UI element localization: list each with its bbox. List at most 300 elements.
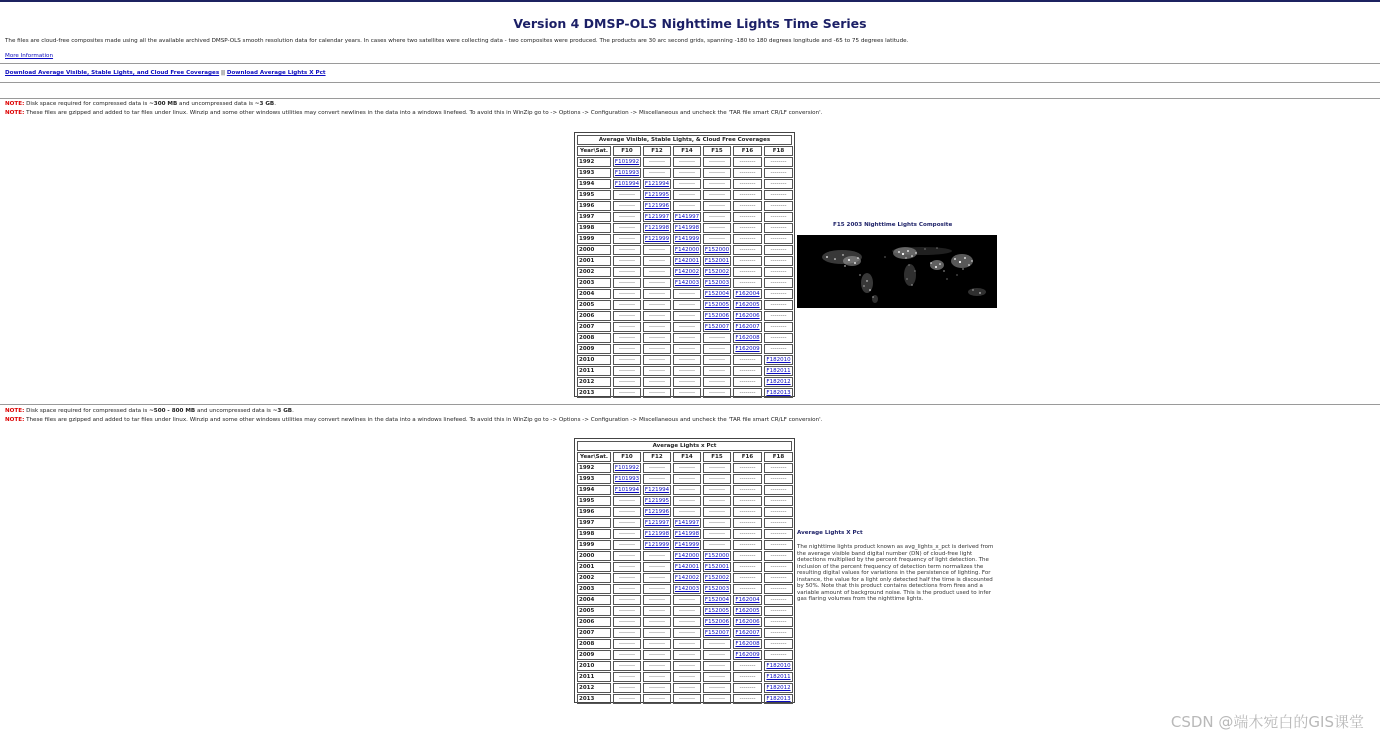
empty-cell: -------- <box>703 639 731 649</box>
empty-cell: -------- <box>764 606 793 616</box>
file-link-f152004[interactable]: F152004 <box>704 291 730 297</box>
file-link-f162008[interactable]: F162008 <box>733 333 762 343</box>
row-year: 1997 <box>577 518 611 528</box>
note-disk-space-2 <box>5 408 294 415</box>
empty-cell: -------- <box>643 573 671 583</box>
empty-cell: -------- <box>733 278 762 288</box>
empty-cell: -------- <box>643 344 671 354</box>
empty-cell: -------- <box>673 661 701 671</box>
column-header: F16 <box>733 146 762 156</box>
file-link-f152001[interactable]: F152001 <box>704 564 730 570</box>
table-caption: Average Visible, Stable Lights, & Cloud Free Coverages <box>577 135 792 145</box>
file-link-f142001[interactable]: F142001 <box>674 564 700 570</box>
empty-cell: -------- <box>643 322 671 332</box>
empty-cell: -------- <box>733 485 762 495</box>
empty-cell: -------- <box>703 661 731 671</box>
file-link-f141997[interactable]: F141997 <box>674 520 700 526</box>
empty-cell: -------- <box>764 628 793 638</box>
empty-cell: -------- <box>733 377 762 387</box>
file-link-f142003[interactable]: F142003 <box>674 586 700 592</box>
download-links <box>5 70 326 77</box>
file-link-f162007[interactable]: F162007 <box>733 322 762 332</box>
row-year: 2010 <box>577 355 611 365</box>
empty-cell: -------- <box>703 377 731 387</box>
empty-cell: -------- <box>673 300 701 310</box>
pct-caption: Average Lights X Pct <box>797 530 863 536</box>
row-year: 2013 <box>577 388 611 398</box>
empty-cell: -------- <box>733 256 762 266</box>
row-year: 2003 <box>577 584 611 594</box>
empty-cell: -------- <box>733 661 762 671</box>
file-link-f152003[interactable]: F152003 <box>704 586 730 592</box>
row-year: 1994 <box>577 485 611 495</box>
column-header: Year\Sat. <box>577 146 611 156</box>
file-link-f152000[interactable]: F152000 <box>704 247 730 253</box>
empty-cell: -------- <box>764 617 793 627</box>
empty-cell: -------- <box>643 595 671 605</box>
empty-cell: -------- <box>613 300 641 310</box>
empty-cell: -------- <box>764 529 793 539</box>
empty-cell: -------- <box>613 672 641 682</box>
empty-cell: -------- <box>733 355 762 365</box>
file-link-f121997[interactable]: F121997 <box>644 214 670 220</box>
empty-cell: -------- <box>643 606 671 616</box>
empty-cell: -------- <box>673 201 701 211</box>
file-link-f121999[interactable]: F121999 <box>644 236 670 242</box>
file-link-f141999[interactable]: F141999 <box>674 542 700 548</box>
file-link-f101993[interactable]: F101993 <box>614 476 640 482</box>
divider <box>0 404 1380 405</box>
empty-cell: -------- <box>673 179 701 189</box>
file-link-f142002[interactable]: F142002 <box>674 269 700 275</box>
empty-cell: -------- <box>613 683 641 693</box>
empty-cell: -------- <box>764 168 793 178</box>
empty-cell: -------- <box>673 650 701 660</box>
column-header: F18 <box>764 452 793 462</box>
empty-cell: -------- <box>733 201 762 211</box>
file-link-f101993[interactable]: F101993 <box>614 170 640 176</box>
empty-cell: -------- <box>673 311 701 321</box>
empty-cell: -------- <box>673 507 701 517</box>
empty-cell: -------- <box>764 518 793 528</box>
empty-cell: -------- <box>673 388 701 398</box>
file-link-f162007[interactable]: F162007 <box>733 628 762 638</box>
file-link-f121994[interactable]: F121994 <box>644 487 670 493</box>
empty-cell: -------- <box>673 377 701 387</box>
note-label: NOTE: <box>5 101 25 107</box>
empty-cell: -------- <box>703 355 731 365</box>
row-year: 2004 <box>577 595 611 605</box>
row-year: 1996 <box>577 507 611 517</box>
world-lights-svg <box>797 235 997 308</box>
note-disk-space-1 <box>5 101 276 108</box>
empty-cell: -------- <box>733 518 762 528</box>
file-link-f152007[interactable]: F152007 <box>704 630 730 636</box>
map-caption: F15 2003 Nighttime Lights Composite <box>833 222 953 228</box>
row-year: 2011 <box>577 366 611 376</box>
empty-cell: -------- <box>613 190 641 200</box>
file-link-f162005[interactable]: F162005 <box>733 300 762 310</box>
note-uncompressed-size: ~3 GB <box>254 101 275 107</box>
empty-cell: -------- <box>643 377 671 387</box>
file-link-f142001[interactable]: F142001 <box>674 258 700 264</box>
note-compressed-size: ~500 - 800 MB <box>149 408 196 414</box>
empty-cell: -------- <box>643 672 671 682</box>
empty-cell: -------- <box>733 562 762 572</box>
column-header: F10 <box>613 146 641 156</box>
empty-cell: -------- <box>733 551 762 561</box>
file-link-f121999[interactable]: F121999 <box>644 542 670 548</box>
empty-cell: -------- <box>643 245 671 255</box>
empty-cell: -------- <box>643 388 671 398</box>
empty-cell: -------- <box>703 366 731 376</box>
file-link-f162006[interactable]: F162006 <box>733 617 762 627</box>
empty-cell: -------- <box>764 551 793 561</box>
empty-cell: -------- <box>613 661 641 671</box>
row-year: 1996 <box>577 201 611 211</box>
empty-cell: -------- <box>613 223 641 233</box>
row-year: 2005 <box>577 606 611 616</box>
note-label: NOTE: <box>5 417 25 423</box>
column-header: F18 <box>764 146 793 156</box>
empty-cell: -------- <box>643 289 671 299</box>
empty-cell: -------- <box>673 639 701 649</box>
download-avg-link[interactable]: Download Average Visible, Stable Lights, and Cloud Free Coverages <box>5 70 220 76</box>
note-text: Disk space required for compressed data is <box>26 101 148 107</box>
empty-cell: -------- <box>764 234 793 244</box>
file-link-f162005[interactable]: F162005 <box>733 606 762 616</box>
divider <box>0 82 1380 83</box>
empty-cell: -------- <box>733 223 762 233</box>
empty-cell: -------- <box>764 201 793 211</box>
empty-cell: -------- <box>703 507 731 517</box>
empty-cell: -------- <box>703 157 731 167</box>
empty-cell: -------- <box>643 584 671 594</box>
row-year: 2003 <box>577 278 611 288</box>
file-link-f142002[interactable]: F142002 <box>674 575 700 581</box>
empty-cell: -------- <box>643 168 671 178</box>
empty-cell: -------- <box>733 366 762 376</box>
empty-cell: -------- <box>613 333 641 343</box>
row-year: 1993 <box>577 168 611 178</box>
file-link-f182012[interactable]: F182012 <box>764 377 793 387</box>
empty-cell: -------- <box>613 639 641 649</box>
empty-cell: -------- <box>613 377 641 387</box>
column-header: F12 <box>643 452 671 462</box>
row-year: 2002 <box>577 573 611 583</box>
empty-cell: -------- <box>764 595 793 605</box>
empty-cell: -------- <box>613 212 641 222</box>
empty-cell: -------- <box>733 507 762 517</box>
empty-cell: -------- <box>613 584 641 594</box>
empty-cell: -------- <box>703 201 731 211</box>
empty-cell: -------- <box>764 311 793 321</box>
divider <box>0 63 1380 64</box>
empty-cell: -------- <box>764 256 793 266</box>
page-description: The files are cloud-free composites made using all the available archived DMSP-OLS smooth resolution data for calendar years. In cases where two satellites were collecting data - two composites were produced. The products are 30 arc second grids, spanning -180 to 180 degrees longitude and -65 to 75 degrees latitude. <box>5 38 909 44</box>
note-text: and uncompressed data is <box>179 101 254 107</box>
file-link-f162008[interactable]: F162008 <box>733 639 762 649</box>
note-text: These files are gzipped and added to tar files under linux. Winzip and some other windows utilities may convert newlines in the data into a windows linefeed. To avoid this in WinZip go to -> Options -> Configuration -> Miscellaneous and uncheck the 'TAR file smart CR/LF conversion'. <box>26 417 823 423</box>
empty-cell: -------- <box>673 322 701 332</box>
empty-cell: -------- <box>703 463 731 473</box>
file-link-f152000[interactable]: F152000 <box>704 553 730 559</box>
note-label: NOTE: <box>5 110 25 116</box>
empty-cell: -------- <box>764 333 793 343</box>
file-link-f141998[interactable]: F141998 <box>674 531 700 537</box>
empty-cell: -------- <box>703 388 731 398</box>
empty-cell: -------- <box>673 617 701 627</box>
file-link-f182012[interactable]: F182012 <box>764 683 793 693</box>
file-link-f141997[interactable]: F141997 <box>674 214 700 220</box>
empty-cell: -------- <box>703 179 731 189</box>
empty-cell: -------- <box>733 540 762 550</box>
empty-cell: -------- <box>733 573 762 583</box>
empty-cell: -------- <box>643 311 671 321</box>
empty-cell: -------- <box>733 157 762 167</box>
empty-cell: -------- <box>673 190 701 200</box>
row-year: 1995 <box>577 190 611 200</box>
row-year: 2012 <box>577 683 611 693</box>
note-text: . <box>274 101 276 107</box>
empty-cell: -------- <box>643 267 671 277</box>
empty-cell: -------- <box>764 344 793 354</box>
empty-cell: -------- <box>673 168 701 178</box>
row-year: 2000 <box>577 245 611 255</box>
empty-cell: -------- <box>764 573 793 583</box>
file-link-f152003[interactable]: F152003 <box>704 280 730 286</box>
empty-cell: -------- <box>764 496 793 506</box>
file-link-f121995[interactable]: F121995 <box>644 498 670 504</box>
file-link-f152007[interactable]: F152007 <box>704 324 730 330</box>
empty-cell: -------- <box>703 540 731 550</box>
empty-cell: -------- <box>733 474 762 484</box>
file-link-f162004[interactable]: F162004 <box>733 289 762 299</box>
empty-cell: -------- <box>764 540 793 550</box>
file-link-f142003[interactable]: F142003 <box>674 280 700 286</box>
empty-cell: -------- <box>764 267 793 277</box>
empty-cell: -------- <box>643 551 671 561</box>
row-year: 2011 <box>577 672 611 682</box>
empty-cell: -------- <box>613 201 641 211</box>
empty-cell: -------- <box>733 683 762 693</box>
row-year: 2006 <box>577 311 611 321</box>
row-year: 2002 <box>577 267 611 277</box>
empty-cell: -------- <box>733 179 762 189</box>
empty-cell: -------- <box>733 529 762 539</box>
row-year: 1998 <box>577 223 611 233</box>
empty-cell: -------- <box>764 190 793 200</box>
row-year: 2004 <box>577 289 611 299</box>
empty-cell: -------- <box>613 595 641 605</box>
file-link-f141999[interactable]: F141999 <box>674 236 700 242</box>
empty-cell: -------- <box>733 694 762 704</box>
empty-cell: -------- <box>613 278 641 288</box>
empty-cell: -------- <box>613 344 641 354</box>
empty-cell: -------- <box>764 289 793 299</box>
row-year: 1992 <box>577 463 611 473</box>
empty-cell: -------- <box>703 496 731 506</box>
file-link-f152006[interactable]: F152006 <box>704 313 730 319</box>
empty-cell: -------- <box>613 366 641 376</box>
row-year: 1999 <box>577 234 611 244</box>
empty-cell: -------- <box>673 157 701 167</box>
empty-cell: -------- <box>673 355 701 365</box>
empty-cell: -------- <box>673 485 701 495</box>
file-link-f142000[interactable]: F142000 <box>674 247 700 253</box>
empty-cell: -------- <box>733 463 762 473</box>
avg-visible-table <box>574 132 795 397</box>
empty-cell: -------- <box>613 388 641 398</box>
file-link-f152005[interactable]: F152005 <box>704 302 730 308</box>
empty-cell: -------- <box>673 606 701 616</box>
more-information-link[interactable]: More Information <box>5 53 54 59</box>
file-link-f101992[interactable]: F101992 <box>614 465 640 471</box>
empty-cell: -------- <box>673 595 701 605</box>
empty-cell: -------- <box>673 366 701 376</box>
empty-cell: -------- <box>764 584 793 594</box>
empty-cell: -------- <box>703 234 731 244</box>
empty-cell: -------- <box>703 333 731 343</box>
empty-cell: -------- <box>643 278 671 288</box>
file-link-f121996[interactable]: F121996 <box>644 203 670 209</box>
note-gzip-2 <box>5 417 822 424</box>
empty-cell: -------- <box>703 683 731 693</box>
empty-cell: -------- <box>703 650 731 660</box>
empty-cell: -------- <box>733 212 762 222</box>
empty-cell: -------- <box>613 355 641 365</box>
empty-cell: -------- <box>703 672 731 682</box>
file-link-f101994[interactable]: F101994 <box>614 181 640 187</box>
row-year: 2001 <box>577 256 611 266</box>
empty-cell: -------- <box>733 672 762 682</box>
empty-cell: -------- <box>764 245 793 255</box>
file-link-f162009[interactable]: F162009 <box>733 344 762 354</box>
row-year: 2007 <box>577 322 611 332</box>
empty-cell: -------- <box>703 223 731 233</box>
empty-cell: -------- <box>643 617 671 627</box>
row-year: 1994 <box>577 179 611 189</box>
empty-cell: -------- <box>733 496 762 506</box>
note-gzip-1 <box>5 110 822 117</box>
file-link-f182013[interactable]: F182013 <box>764 388 793 398</box>
column-header: F12 <box>643 146 671 156</box>
row-year: 2013 <box>577 694 611 704</box>
file-link-f101994[interactable]: F101994 <box>614 487 640 493</box>
nighttime-lights-map <box>797 235 997 308</box>
empty-cell: -------- <box>613 256 641 266</box>
empty-cell: -------- <box>613 507 641 517</box>
empty-cell: -------- <box>643 683 671 693</box>
empty-cell: -------- <box>613 311 641 321</box>
file-link-f162004[interactable]: F162004 <box>733 595 762 605</box>
empty-cell: -------- <box>764 463 793 473</box>
column-header: F10 <box>613 452 641 462</box>
row-year: 2012 <box>577 377 611 387</box>
file-link-f121998[interactable]: F121998 <box>644 225 670 231</box>
file-link-f152004[interactable]: F152004 <box>704 597 730 603</box>
empty-cell: -------- <box>613 617 641 627</box>
file-link-f152005[interactable]: F152005 <box>704 608 730 614</box>
file-link-f152006[interactable]: F152006 <box>704 619 730 625</box>
file-link-f152002[interactable]: F152002 <box>704 269 730 275</box>
empty-cell: -------- <box>673 628 701 638</box>
empty-cell: -------- <box>733 190 762 200</box>
file-link-f101992[interactable]: F101992 <box>614 159 640 165</box>
row-year: 2010 <box>577 661 611 671</box>
empty-cell: -------- <box>733 234 762 244</box>
empty-cell: -------- <box>733 388 762 398</box>
file-link-f152001[interactable]: F152001 <box>704 258 730 264</box>
empty-cell: -------- <box>764 322 793 332</box>
empty-cell: -------- <box>733 168 762 178</box>
row-year: 1998 <box>577 529 611 539</box>
file-link-f141998[interactable]: F141998 <box>674 225 700 231</box>
empty-cell: -------- <box>643 366 671 376</box>
empty-cell: -------- <box>613 496 641 506</box>
empty-cell: -------- <box>764 650 793 660</box>
empty-cell: -------- <box>643 474 671 484</box>
note-label: NOTE: <box>5 408 25 414</box>
file-link-f152002[interactable]: F152002 <box>704 575 730 581</box>
file-link-f182011[interactable]: F182011 <box>764 672 793 682</box>
empty-cell: -------- <box>764 223 793 233</box>
empty-cell: -------- <box>673 683 701 693</box>
empty-cell: -------- <box>764 507 793 517</box>
empty-cell: -------- <box>613 694 641 704</box>
row-year: 2005 <box>577 300 611 310</box>
empty-cell: -------- <box>764 474 793 484</box>
empty-cell: -------- <box>703 474 731 484</box>
empty-cell: -------- <box>673 289 701 299</box>
file-link-f162009[interactable]: F162009 <box>733 650 762 660</box>
column-header: F15 <box>703 146 731 156</box>
file-link-f142000[interactable]: F142000 <box>674 553 700 559</box>
empty-cell: -------- <box>673 333 701 343</box>
row-year: 1993 <box>577 474 611 484</box>
top-border <box>0 0 1380 2</box>
empty-cell: -------- <box>673 694 701 704</box>
file-link-f182011[interactable]: F182011 <box>764 366 793 376</box>
file-link-f182010[interactable]: F182010 <box>764 661 793 671</box>
empty-cell: -------- <box>613 540 641 550</box>
file-link-f182013[interactable]: F182013 <box>764 694 793 704</box>
empty-cell: -------- <box>643 157 671 167</box>
file-link-f121995[interactable]: F121995 <box>644 192 670 198</box>
file-link-f121996[interactable]: F121996 <box>644 509 670 515</box>
row-year: 2007 <box>577 628 611 638</box>
file-link-f162006[interactable]: F162006 <box>733 311 762 321</box>
empty-cell: -------- <box>703 485 731 495</box>
empty-cell: -------- <box>673 672 701 682</box>
column-header: F14 <box>673 452 701 462</box>
empty-cell: -------- <box>613 573 641 583</box>
empty-cell: -------- <box>613 267 641 277</box>
row-year: 1997 <box>577 212 611 222</box>
empty-cell: -------- <box>733 267 762 277</box>
file-link-f121997[interactable]: F121997 <box>644 520 670 526</box>
empty-cell: -------- <box>703 529 731 539</box>
file-link-f121998[interactable]: F121998 <box>644 531 670 537</box>
download-pct-link[interactable]: Download Average Lights X Pct <box>226 70 326 76</box>
empty-cell: -------- <box>764 157 793 167</box>
empty-cell: -------- <box>764 485 793 495</box>
divider <box>0 98 1380 99</box>
file-link-f182010[interactable]: F182010 <box>764 355 793 365</box>
empty-cell: -------- <box>643 628 671 638</box>
column-header: Year\Sat. <box>577 452 611 462</box>
file-link-f121994[interactable]: F121994 <box>644 181 670 187</box>
